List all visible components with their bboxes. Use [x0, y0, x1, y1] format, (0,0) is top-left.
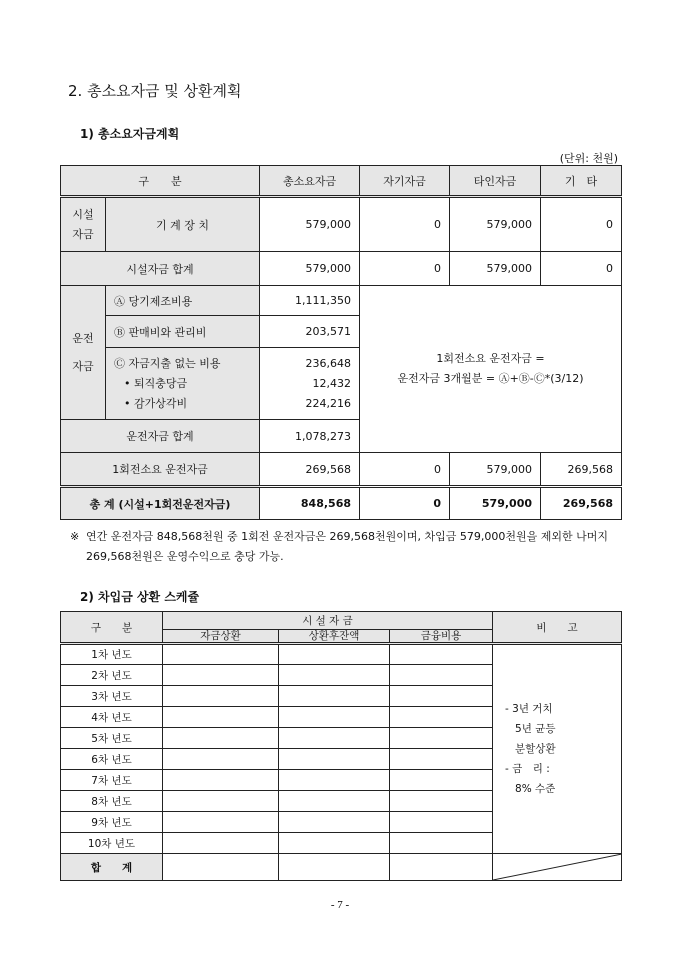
- subsection-title-1: 1) 총소요자금계획: [80, 127, 180, 141]
- row-label: 1회전소요 운전자금: [61, 453, 260, 487]
- year-label: 2차 년도: [61, 665, 163, 686]
- cell: [163, 665, 279, 686]
- cell: [163, 791, 279, 812]
- total-row: [61, 854, 622, 881]
- cell: 1,078,273: [260, 420, 360, 453]
- header-borrowed: 타인자금: [450, 166, 541, 197]
- cell: 579,000: [450, 197, 541, 252]
- header-total: 총소요자금: [260, 166, 360, 197]
- cell: [163, 833, 279, 854]
- cell: 269,568: [541, 487, 622, 520]
- cell: [390, 854, 493, 881]
- cell: 269,568: [260, 453, 360, 487]
- header-gubun: 구 분: [61, 166, 260, 197]
- cell: [163, 644, 279, 665]
- cell: [390, 749, 493, 770]
- note-mark: ※: [70, 530, 80, 543]
- cell: 0: [360, 197, 450, 252]
- group-label: 운전 자금: [61, 286, 106, 420]
- cell: [279, 665, 390, 686]
- cell: [163, 686, 279, 707]
- year-label: 1차 년도: [61, 644, 163, 665]
- year-label: 9차 년도: [61, 812, 163, 833]
- header-row: [61, 166, 622, 197]
- cell: 236,648: [305, 356, 352, 370]
- header-other: 기 타: [541, 166, 622, 197]
- cell: [279, 644, 390, 665]
- cell: 1,111,350: [260, 286, 360, 316]
- row-label: Ⓑ 판매비와 관리비: [106, 316, 260, 348]
- table-row: [61, 197, 622, 252]
- cell: [390, 770, 493, 791]
- cell: 203,571: [260, 316, 360, 348]
- header-balance: 상환후잔액: [279, 630, 390, 644]
- row-label: 합 계: [61, 854, 163, 881]
- remark-line: - 3년 거치: [505, 703, 553, 715]
- row-label: 운전자금 합계: [61, 420, 260, 453]
- header-facility-funds: 시 설 자 금: [163, 612, 493, 630]
- year-label: 8차 년도: [61, 791, 163, 812]
- year-label: 6차 년도: [61, 749, 163, 770]
- repayment-schedule-table: [60, 611, 622, 881]
- cell: 579,000: [450, 453, 541, 487]
- year-label: 4차 년도: [61, 707, 163, 728]
- row-label: 기 계 장 치: [106, 197, 260, 252]
- footnote: [70, 527, 625, 567]
- cell: 579,000: [260, 252, 360, 286]
- cell: 579,000: [260, 197, 360, 252]
- group-label: 시설 자금: [61, 197, 106, 252]
- subsection-title-2: 2) 차입금 상환 스케쥴: [80, 590, 200, 604]
- header-own: 자기자금: [360, 166, 450, 197]
- sub-label: • 감가상각비: [124, 396, 188, 410]
- header-finance-cost: 금융비용: [390, 630, 493, 644]
- year-label: 10차 년도: [61, 833, 163, 854]
- cell: [163, 770, 279, 791]
- cell: [390, 791, 493, 812]
- cell: 0: [541, 197, 622, 252]
- cell: 579,000: [450, 252, 541, 286]
- cell: [279, 854, 390, 881]
- table-row: [61, 252, 622, 286]
- cell: 224,216: [305, 396, 352, 410]
- cell: [279, 812, 390, 833]
- cell: 12,432: [312, 376, 352, 390]
- funding-plan-table: [60, 165, 622, 520]
- cell: [163, 812, 279, 833]
- cell: [279, 728, 390, 749]
- table-row: [61, 644, 622, 665]
- cell: [390, 707, 493, 728]
- year-label: 3차 년도: [61, 686, 163, 707]
- cell: [163, 728, 279, 749]
- cell: 0: [541, 252, 622, 286]
- formula-line: 1회전소요 운전자금 =: [436, 352, 545, 365]
- unit-label: (단위: 천원): [559, 152, 618, 165]
- remark-line: 5년 균등: [515, 723, 556, 735]
- section-heading: 2. 총소요자금 및 상환계획: [68, 82, 242, 100]
- header-remark: 비 고: [493, 612, 622, 644]
- formula-cell: [360, 286, 622, 453]
- row-label: 시설자금 합계: [61, 252, 260, 286]
- cell: [279, 770, 390, 791]
- cell: [163, 749, 279, 770]
- cell: 0: [360, 252, 450, 286]
- header-repayment: 자금상환: [163, 630, 279, 644]
- cell: [390, 686, 493, 707]
- year-label: 5차 년도: [61, 728, 163, 749]
- page-number: - 7 -: [330, 899, 350, 911]
- cell: [390, 644, 493, 665]
- cell: [390, 833, 493, 854]
- cell: [390, 665, 493, 686]
- sub-label: • 퇴직충당금: [124, 376, 188, 390]
- cell: 0: [360, 453, 450, 487]
- remark-line: - 금 리 :: [505, 763, 550, 775]
- table-row: [61, 453, 622, 487]
- header-gubun: 구 분: [61, 612, 163, 644]
- remark-line: 8% 수준: [515, 783, 556, 795]
- cell: [279, 791, 390, 812]
- grand-total-row: [61, 487, 622, 520]
- year-label: 7차 년도: [61, 770, 163, 791]
- cell: [279, 686, 390, 707]
- formula-line: 운전자금 3개월분 = Ⓐ+Ⓑ-Ⓒ*(3/12): [397, 372, 584, 385]
- cell: 579,000: [450, 487, 541, 520]
- cell: 0: [360, 487, 450, 520]
- remark-line: 분할상환: [515, 743, 556, 755]
- remark-cell: [493, 644, 622, 854]
- row-label: 총 계 (시설+1회전운전자금): [61, 487, 260, 520]
- diagonal-cell: [493, 854, 622, 881]
- diagonal-line-icon: [493, 854, 622, 880]
- cell: 269,568: [541, 453, 622, 487]
- table-row: [61, 286, 622, 316]
- cell: [279, 749, 390, 770]
- row-label: Ⓐ 당기제조비용: [106, 286, 260, 316]
- cell: [279, 707, 390, 728]
- cell: [163, 707, 279, 728]
- cell: [390, 812, 493, 833]
- cell: [163, 854, 279, 881]
- cell: [279, 833, 390, 854]
- cell: [390, 728, 493, 749]
- cell: 848,568: [260, 487, 360, 520]
- note-text: 연간 운전자금 848,568천원 중 1회전 운전자금은 269,568천원이며, 차입금 579,000천원을 제외한 나머지 269,568천원은 운영수익으로 충당 가능.: [86, 530, 608, 563]
- row-label: Ⓒ 자금지출 없는 비용: [114, 356, 221, 370]
